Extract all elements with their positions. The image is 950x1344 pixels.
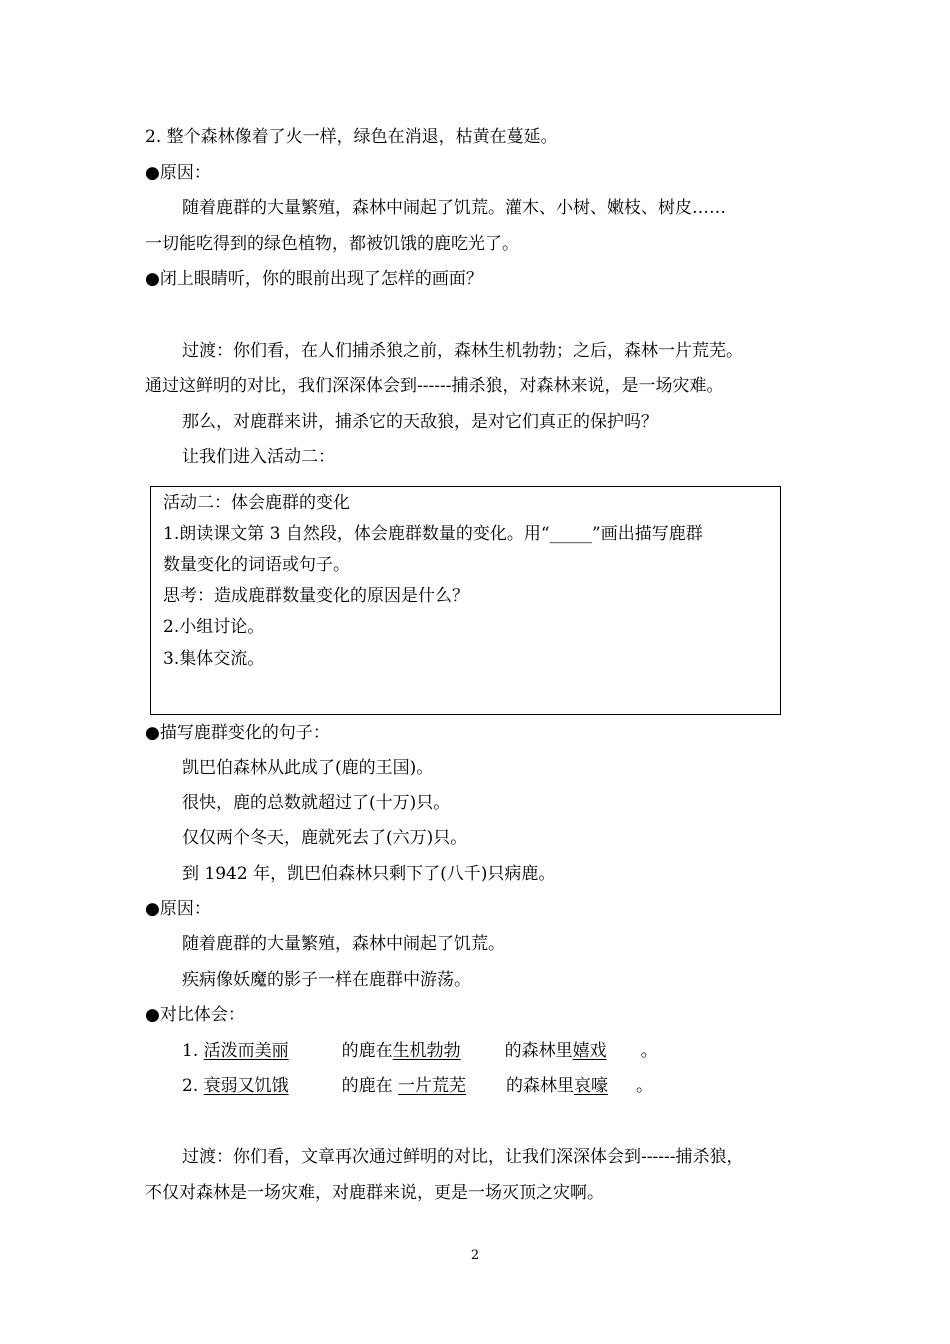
sentence-item: 很快，鹿的总数就超过了(十万)只。 <box>182 793 451 813</box>
question: ●闭上眼睛听，你的眼前出现了怎样的画面？ <box>145 269 483 289</box>
transition-text-cont: 通过这鲜明的对比，我们深深体会到------捕杀狼，对森林来说，是一场灾难。 <box>145 376 724 396</box>
activity-step-2: 2.小组讨论。 <box>163 617 265 637</box>
activity-think: 思考：造成鹿群数量变化的原因是什么？ <box>163 586 469 606</box>
reason-text-cont: 一切能吃得到的绿色植物，都被饥饿的鹿吃光了。 <box>145 234 519 254</box>
contrast-label: ●对比体会： <box>145 1005 245 1025</box>
row-text: 的森林里 <box>506 1076 575 1096</box>
row-text: 的森林里 <box>504 1041 573 1061</box>
fill-blank: 嬉戏 <box>572 1041 607 1061</box>
reason-label: ●原因： <box>145 163 211 183</box>
row-number: 2. <box>182 1076 199 1096</box>
fill-blank: 活泼而美丽 <box>203 1041 289 1061</box>
reason2-text: 疾病像妖魔的影子一样在鹿群中游荡。 <box>182 970 471 990</box>
activity-title: 活动二：体会鹿群的变化 <box>163 493 350 513</box>
sentence-item: 到 1942 年，凯巴伯森林只剩下了(八千)只病鹿。 <box>182 864 556 884</box>
activity-step-1-cont: 数量变化的词语或句子。 <box>163 555 350 575</box>
row-number: 1. <box>182 1041 199 1061</box>
row-end: 。 <box>640 1041 658 1061</box>
fill-blank: 衰弱又饥饿 <box>203 1076 289 1096</box>
contrast-row <box>182 1040 658 1062</box>
page-number: 2 <box>470 1248 480 1263</box>
sentences-label: ●描写鹿群变化的句子： <box>145 723 330 743</box>
transition-question: 那么，对鹿群来讲，捕杀它的天敌狼，是对它们真正的保护吗？ <box>182 412 658 432</box>
row-end: 。 <box>636 1076 654 1096</box>
transition-lead: 让我们进入活动二： <box>182 447 335 467</box>
reason2-text: 随着鹿群的大量繁殖，森林中闹起了饥荒。 <box>182 934 505 954</box>
activity-step-1: 1.朗读课文第 3 自然段，体会鹿群数量的变化。用“_____”画出描写鹿群 <box>163 524 703 544</box>
fill-blank: 生机勃勃 <box>392 1041 461 1061</box>
sentence-item: 仅仅两个冬天，鹿就死去了(六万)只。 <box>182 828 468 848</box>
row-text: 的鹿在 <box>341 1076 399 1096</box>
transition2-text-cont: 不仅对森林是一场灾难，对鹿群来说，更是一场灭顶之灾啊。 <box>145 1183 604 1203</box>
contrast-row <box>182 1075 653 1097</box>
reason2-label: ●原因： <box>145 899 211 919</box>
fill-blank: 哀嚎 <box>574 1076 609 1096</box>
sentence-item: 凯巴伯森林从此成了(鹿的王国)。 <box>182 758 434 778</box>
transition-text: 过渡：你们看，在人们捕杀狼之前，森林生机勃勃；之后，森林一片荒芜。 <box>182 341 743 361</box>
activity-step-3: 3.集体交流。 <box>163 649 265 669</box>
section-heading: 2. 整个森林像着了火一样，绿色在消退，枯黄在蔓延。 <box>145 127 558 147</box>
transition2-text: 过渡：你们看，文章再次通过鲜明的对比，让我们深深体会到------捕杀狼， <box>182 1147 744 1167</box>
reason-text: 随着鹿群的大量繁殖，森林中闹起了饥荒。灌木、小树、嫩枝、树皮…… <box>182 198 726 218</box>
row-text: 的鹿在 <box>341 1041 393 1061</box>
fill-blank: 一片荒芜 <box>398 1076 467 1096</box>
